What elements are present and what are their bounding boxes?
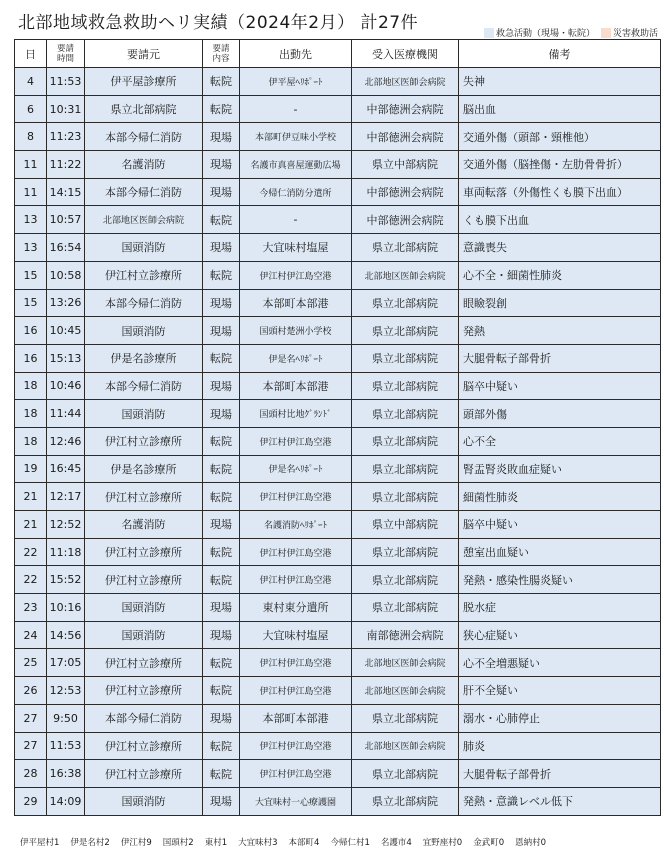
footer-count-item: 金武町0 xyxy=(473,838,505,848)
cell-requester: 伊江村立診療所 xyxy=(85,261,203,289)
cell-destination: 伊江村伊江島空港 xyxy=(240,732,352,760)
cell-request-type: 現場 xyxy=(203,511,240,539)
footer-count-item: 伊是名村2 xyxy=(70,838,110,848)
cell-time: 14:09 xyxy=(47,787,85,815)
cell-hospital: 県立北部病院 xyxy=(352,760,459,788)
cell-hospital: 北部地区医師会病院 xyxy=(352,261,459,289)
cell-time: 14:15 xyxy=(47,178,85,206)
table-row xyxy=(15,732,661,760)
cell-destination: 大宜味村一心療護園 xyxy=(240,787,352,815)
cell-requester: 伊江村立診療所 xyxy=(85,732,203,760)
cell-destination: 伊江村伊江島空港 xyxy=(240,760,352,788)
cell-hospital: 県立中部病院 xyxy=(352,151,459,179)
cell-time: 11:53 xyxy=(47,68,85,96)
cell-destination: 本部町本部港 xyxy=(240,289,352,317)
cell-day: 15 xyxy=(15,261,47,289)
cell-destination: 伊平屋ﾍﾘﾎﾟｰﾄ xyxy=(240,68,352,96)
footer-count-item: 宜野座村0 xyxy=(422,838,463,848)
cell-day: 22 xyxy=(15,538,47,566)
footer-count-item: 今帰仁村1 xyxy=(330,838,370,848)
cell-destination: 伊江村伊江島空港 xyxy=(240,261,352,289)
cell-day: 25 xyxy=(15,649,47,677)
cell-day: 18 xyxy=(15,372,47,400)
cell-request-type: 現場 xyxy=(203,704,240,732)
cell-destination: - xyxy=(240,206,352,234)
table-row xyxy=(15,621,661,649)
table-row xyxy=(15,427,661,455)
legend-swatch-disaster xyxy=(601,28,611,38)
cell-day: 19 xyxy=(15,455,47,483)
cell-hospital: 県立北部病院 xyxy=(352,483,459,511)
table-row xyxy=(15,68,661,96)
cell-destination: 国頭村比地ｸﾞﾗﾝﾄﾞ xyxy=(240,400,352,428)
cell-requester: 伊江村立診療所 xyxy=(85,649,203,677)
cell-requester: 本部今帰仁消防 xyxy=(85,178,203,206)
cell-hospital: 北部地区医師会病院 xyxy=(352,649,459,677)
cell-time: 16:45 xyxy=(47,455,85,483)
cell-request-type: 転院 xyxy=(203,649,240,677)
cell-destination: 今帰仁消防分遣所 xyxy=(240,178,352,206)
cell-requester: 本部今帰仁消防 xyxy=(85,704,203,732)
cell-day: 27 xyxy=(15,704,47,732)
cell-request-type: 現場 xyxy=(203,317,240,345)
legend-label-emergency: 救急活動（現場・転院） xyxy=(495,29,595,39)
table-row xyxy=(15,704,661,732)
cell-request-type: 現場 xyxy=(203,787,240,815)
cell-destination: 東村東分遣所 xyxy=(240,594,352,622)
cell-request-type: 現場 xyxy=(203,151,240,179)
table-row xyxy=(15,372,661,400)
cell-requester: 本部今帰仁消防 xyxy=(85,123,203,151)
cell-day: 23 xyxy=(15,594,47,622)
cell-requester: 県立北部病院 xyxy=(85,95,203,123)
cell-requester: 本部今帰仁消防 xyxy=(85,372,203,400)
cell-hospital: 北部地区医師会病院 xyxy=(352,732,459,760)
cell-note: 脳卒中疑い xyxy=(459,511,661,539)
cell-hospital: 県立北部病院 xyxy=(352,344,459,372)
cell-note: 発熱・意識レベル低下 xyxy=(459,787,661,815)
cell-hospital: 県立北部病院 xyxy=(352,400,459,428)
cell-time: 10:57 xyxy=(47,206,85,234)
cell-request-type: 現場 xyxy=(203,178,240,206)
cell-requester: 北部地区医師会病院 xyxy=(85,206,203,234)
cell-request-type: 転院 xyxy=(203,427,240,455)
cell-note: 心不全 xyxy=(459,427,661,455)
table-row xyxy=(15,455,661,483)
cell-requester: 伊江村立診療所 xyxy=(85,677,203,705)
cell-day: 4 xyxy=(15,68,47,96)
cell-request-type: 転院 xyxy=(203,566,240,594)
table-row xyxy=(15,787,661,815)
cell-requester: 名護消防 xyxy=(85,151,203,179)
page-title: 北部地域救急救助ヘリ実績（2024年2月） 計27件 xyxy=(18,13,419,33)
cell-time: 13:26 xyxy=(47,289,85,317)
header-hospital: 受入医療機関 xyxy=(352,40,459,68)
cell-destination: 本部町伊豆味小学校 xyxy=(240,123,352,151)
cell-time: 9:50 xyxy=(47,704,85,732)
cell-hospital: 中部徳洲会病院 xyxy=(352,178,459,206)
cell-destination: 伊江村伊江島空港 xyxy=(240,427,352,455)
cell-requester: 伊江村立診療所 xyxy=(85,538,203,566)
cell-destination: 大宜味村塩屋 xyxy=(240,621,352,649)
footer-count-item: 本部町4 xyxy=(288,838,320,848)
legend-item-emergency xyxy=(484,26,595,39)
table-row xyxy=(15,511,661,539)
cell-day: 18 xyxy=(15,427,47,455)
cell-hospital: 県立北部病院 xyxy=(352,427,459,455)
cell-hospital: 県立中部病院 xyxy=(352,511,459,539)
cell-destination: 本部町本部港 xyxy=(240,704,352,732)
cell-day: 18 xyxy=(15,400,47,428)
cell-time: 10:46 xyxy=(47,372,85,400)
cell-day: 21 xyxy=(15,511,47,539)
header-request-time: 要請 時間 xyxy=(47,40,85,68)
cell-destination: 名護市真喜屋運動広場 xyxy=(240,151,352,179)
dispatch-table xyxy=(14,39,661,816)
cell-hospital: 県立北部病院 xyxy=(352,787,459,815)
cell-requester: 伊平屋診療所 xyxy=(85,68,203,96)
cell-destination: - xyxy=(240,95,352,123)
table-row xyxy=(15,261,661,289)
cell-day: 11 xyxy=(15,151,47,179)
cell-hospital: 県立北部病院 xyxy=(352,566,459,594)
cell-note: 細菌性肺炎 xyxy=(459,483,661,511)
cell-day: 28 xyxy=(15,760,47,788)
cell-day: 11 xyxy=(15,178,47,206)
footer-count-item: 伊平屋村1 xyxy=(20,838,60,848)
cell-day: 6 xyxy=(15,95,47,123)
cell-note: 意識喪失 xyxy=(459,234,661,262)
legend xyxy=(484,26,658,39)
table-row xyxy=(15,677,661,705)
header-request-type: 要請 内容 xyxy=(203,40,240,68)
cell-hospital: 南部徳洲会病院 xyxy=(352,621,459,649)
cell-requester: 伊是名診療所 xyxy=(85,344,203,372)
cell-time: 12:46 xyxy=(47,427,85,455)
cell-time: 15:13 xyxy=(47,344,85,372)
cell-requester: 名護消防 xyxy=(85,511,203,539)
cell-note: 失神 xyxy=(459,68,661,96)
cell-requester: 国頭消防 xyxy=(85,621,203,649)
cell-day: 13 xyxy=(15,234,47,262)
cell-day: 21 xyxy=(15,483,47,511)
cell-note: 発熱 xyxy=(459,317,661,345)
cell-day: 8 xyxy=(15,123,47,151)
cell-hospital: 県立北部病院 xyxy=(352,234,459,262)
cell-destination: 名護消防ﾍﾘﾎﾟｰﾄ xyxy=(240,511,352,539)
cell-hospital: 県立北部病院 xyxy=(352,455,459,483)
cell-hospital: 中部徳洲会病院 xyxy=(352,95,459,123)
cell-hospital: 北部地区医師会病院 xyxy=(352,68,459,96)
footer-count-item: 伊江村9 xyxy=(120,838,152,848)
cell-requester: 国頭消防 xyxy=(85,400,203,428)
cell-time: 16:38 xyxy=(47,760,85,788)
cell-day: 24 xyxy=(15,621,47,649)
cell-request-type: 転院 xyxy=(203,760,240,788)
cell-time: 11:53 xyxy=(47,732,85,760)
cell-day: 27 xyxy=(15,732,47,760)
cell-note: 肺炎 xyxy=(459,732,661,760)
cell-time: 10:31 xyxy=(47,95,85,123)
cell-note: 脳卒中疑い xyxy=(459,372,661,400)
cell-destination: 国頭村楚洲小学校 xyxy=(240,317,352,345)
cell-time: 14:56 xyxy=(47,621,85,649)
cell-destination: 伊江村伊江島空港 xyxy=(240,566,352,594)
table-row xyxy=(15,344,661,372)
cell-time: 10:58 xyxy=(47,261,85,289)
cell-note: 交通外傷（頭部・頸椎他） xyxy=(459,123,661,151)
cell-requester: 国頭消防 xyxy=(85,234,203,262)
cell-note: 大腿骨転子部骨折 xyxy=(459,760,661,788)
cell-day: 26 xyxy=(15,677,47,705)
table-row xyxy=(15,317,661,345)
table-row xyxy=(15,95,661,123)
cell-hospital: 県立北部病院 xyxy=(352,372,459,400)
cell-note: 心不全・細菌性肺炎 xyxy=(459,261,661,289)
cell-day: 22 xyxy=(15,566,47,594)
table-row xyxy=(15,538,661,566)
table-row xyxy=(15,289,661,317)
cell-destination: 大宜味村塩屋 xyxy=(240,234,352,262)
cell-time: 15:52 xyxy=(47,566,85,594)
cell-day: 13 xyxy=(15,206,47,234)
cell-note: 交通外傷（脳挫傷・左肋骨骨折） xyxy=(459,151,661,179)
cell-requester: 伊江村立診療所 xyxy=(85,566,203,594)
cell-hospital: 県立北部病院 xyxy=(352,594,459,622)
cell-destination: 伊江村伊江島空港 xyxy=(240,677,352,705)
cell-destination: 伊江村伊江島空港 xyxy=(240,483,352,511)
cell-request-type: 転院 xyxy=(203,344,240,372)
cell-day: 15 xyxy=(15,289,47,317)
cell-requester: 国頭消防 xyxy=(85,317,203,345)
table-row xyxy=(15,649,661,677)
cell-note: 発熱・感染性腸炎疑い xyxy=(459,566,661,594)
cell-note: 脳出血 xyxy=(459,95,661,123)
cell-requester: 伊江村立診療所 xyxy=(85,760,203,788)
cell-request-type: 現場 xyxy=(203,594,240,622)
cell-requester: 国頭消防 xyxy=(85,594,203,622)
cell-time: 10:16 xyxy=(47,594,85,622)
table-row xyxy=(15,178,661,206)
cell-hospital: 県立北部病院 xyxy=(352,538,459,566)
cell-request-type: 転院 xyxy=(203,538,240,566)
cell-request-type: 転院 xyxy=(203,677,240,705)
cell-day: 29 xyxy=(15,787,47,815)
cell-request-type: 転院 xyxy=(203,732,240,760)
cell-destination: 伊是名ﾍﾘﾎﾟｰﾄ xyxy=(240,455,352,483)
header-requester: 要請元 xyxy=(85,40,203,68)
cell-requester: 伊江村立診療所 xyxy=(85,427,203,455)
cell-request-type: 転院 xyxy=(203,95,240,123)
table-row xyxy=(15,123,661,151)
cell-note: 眼瞼裂創 xyxy=(459,289,661,317)
footer-count-item: 大宜味村3 xyxy=(238,838,278,848)
cell-destination: 本部町本部港 xyxy=(240,372,352,400)
cell-note: くも膜下出血 xyxy=(459,206,661,234)
table-row xyxy=(15,400,661,428)
legend-label-disaster: 災害救助活 xyxy=(612,29,658,39)
legend-item-disaster xyxy=(601,26,658,39)
cell-hospital: 北部地区医師会病院 xyxy=(352,677,459,705)
cell-note: 溺水・心肺停止 xyxy=(459,704,661,732)
cell-destination: 伊是名ﾍﾘﾎﾟｰﾄ xyxy=(240,344,352,372)
footer-count-item: 名護市4 xyxy=(380,838,412,848)
cell-time: 16:54 xyxy=(47,234,85,262)
cell-hospital: 中部徳洲会病院 xyxy=(352,123,459,151)
cell-hospital: 県立北部病院 xyxy=(352,704,459,732)
table-row xyxy=(15,234,661,262)
cell-request-type: 現場 xyxy=(203,372,240,400)
cell-note: 脱水症 xyxy=(459,594,661,622)
header-day: 日 xyxy=(15,40,47,68)
header-note: 備考 xyxy=(459,40,661,68)
cell-requester: 本部今帰仁消防 xyxy=(85,289,203,317)
cell-hospital: 県立北部病院 xyxy=(352,289,459,317)
cell-hospital: 中部徳洲会病院 xyxy=(352,206,459,234)
cell-time: 12:17 xyxy=(47,483,85,511)
cell-day: 16 xyxy=(15,317,47,345)
cell-request-type: 現場 xyxy=(203,234,240,262)
cell-request-type: 現場 xyxy=(203,621,240,649)
cell-day: 16 xyxy=(15,344,47,372)
cell-note: 狭心症疑い xyxy=(459,621,661,649)
cell-destination: 伊江村伊江島空港 xyxy=(240,538,352,566)
table-row xyxy=(15,151,661,179)
cell-time: 17:05 xyxy=(47,649,85,677)
cell-note: 腎盂腎炎敗血症疑い xyxy=(459,455,661,483)
cell-request-type: 転院 xyxy=(203,206,240,234)
cell-time: 10:45 xyxy=(47,317,85,345)
legend-swatch-emergency xyxy=(484,28,494,38)
cell-time: 11:23 xyxy=(47,123,85,151)
cell-requester: 伊江村立診療所 xyxy=(85,483,203,511)
table-row xyxy=(15,760,661,788)
cell-hospital: 県立北部病院 xyxy=(352,317,459,345)
cell-requester: 伊是名診療所 xyxy=(85,455,203,483)
footer-count-item: 東村1 xyxy=(204,838,228,848)
footer-count-item: 国頭村2 xyxy=(162,838,194,848)
table-row xyxy=(15,206,661,234)
cell-destination: 伊江村伊江島空港 xyxy=(240,649,352,677)
cell-time: 12:52 xyxy=(47,511,85,539)
cell-time: 11:22 xyxy=(47,151,85,179)
cell-request-type: 現場 xyxy=(203,289,240,317)
cell-note: 心不全増悪疑い xyxy=(459,649,661,677)
cell-time: 12:53 xyxy=(47,677,85,705)
table-row xyxy=(15,566,661,594)
cell-note: 大腿骨転子部骨折 xyxy=(459,344,661,372)
cell-request-type: 現場 xyxy=(203,400,240,428)
cell-note: 頭部外傷 xyxy=(459,400,661,428)
cell-time: 11:18 xyxy=(47,538,85,566)
table-row xyxy=(15,483,661,511)
cell-request-type: 転院 xyxy=(203,455,240,483)
municipality-count-footer xyxy=(20,836,546,848)
header-destination: 出動先 xyxy=(240,40,352,68)
cell-request-type: 転院 xyxy=(203,483,240,511)
table-header-row xyxy=(15,40,661,68)
cell-request-type: 転院 xyxy=(203,261,240,289)
cell-note: 憩室出血疑い xyxy=(459,538,661,566)
cell-request-type: 現場 xyxy=(203,123,240,151)
cell-request-type: 転院 xyxy=(203,68,240,96)
cell-note: 肝不全疑い xyxy=(459,677,661,705)
cell-requester: 国頭消防 xyxy=(85,787,203,815)
table-row xyxy=(15,594,661,622)
cell-time: 11:44 xyxy=(47,400,85,428)
footer-count-item: 恩納村0 xyxy=(515,838,547,848)
cell-note: 車両転落（外傷性くも膜下出血） xyxy=(459,178,661,206)
